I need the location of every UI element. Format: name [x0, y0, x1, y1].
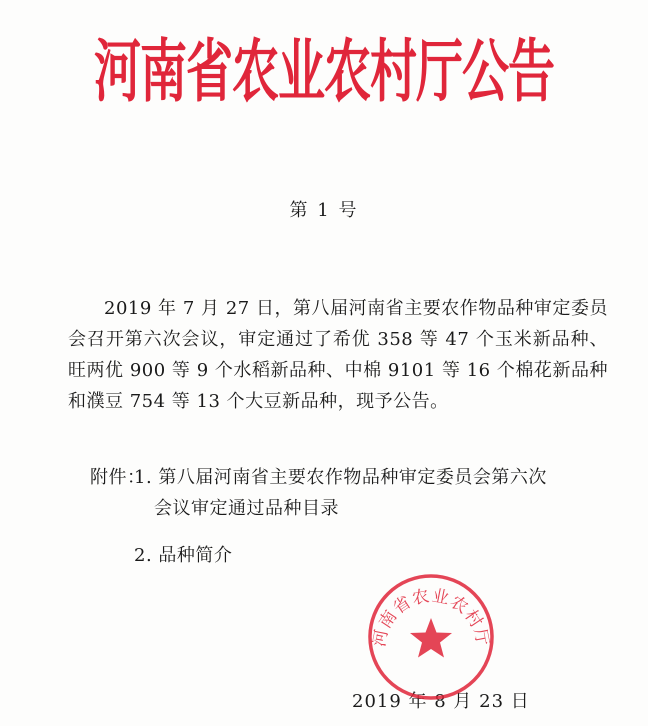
announcement-body: 2019 年 7 月 27 日，第八届河南省主要农作物品种审定委员会召开第六次会议，审定通过了希优 358 等 47 个玉米新品种、旺两优 900 等 9 个水稻新品种、中棉 9101 等 16 个棉花新品种和濮豆 754 等 13 个大豆新品种，现予公告。	[68, 298, 608, 412]
seal-star	[410, 618, 452, 658]
attachment-item-2: 2. 品种简介	[134, 545, 233, 566]
document-number: 第 1 号	[289, 200, 359, 221]
document-header-title: 河南省农业农村厅公告	[94, 32, 554, 113]
attachment-item-1-line-2: 会议审定通过品种目录	[154, 498, 339, 519]
official-seal-icon	[366, 572, 496, 702]
seal-text: 河南省农业农村厅	[369, 586, 493, 649]
document-date: 2019 年 8 月 23 日	[352, 691, 530, 712]
attachment-item-1	[134, 462, 604, 524]
attachments-label: 附件：	[90, 467, 146, 488]
attachment-item-1-line-1: 1. 第八届河南省主要农作物品种审定委员会第六次	[134, 467, 547, 488]
